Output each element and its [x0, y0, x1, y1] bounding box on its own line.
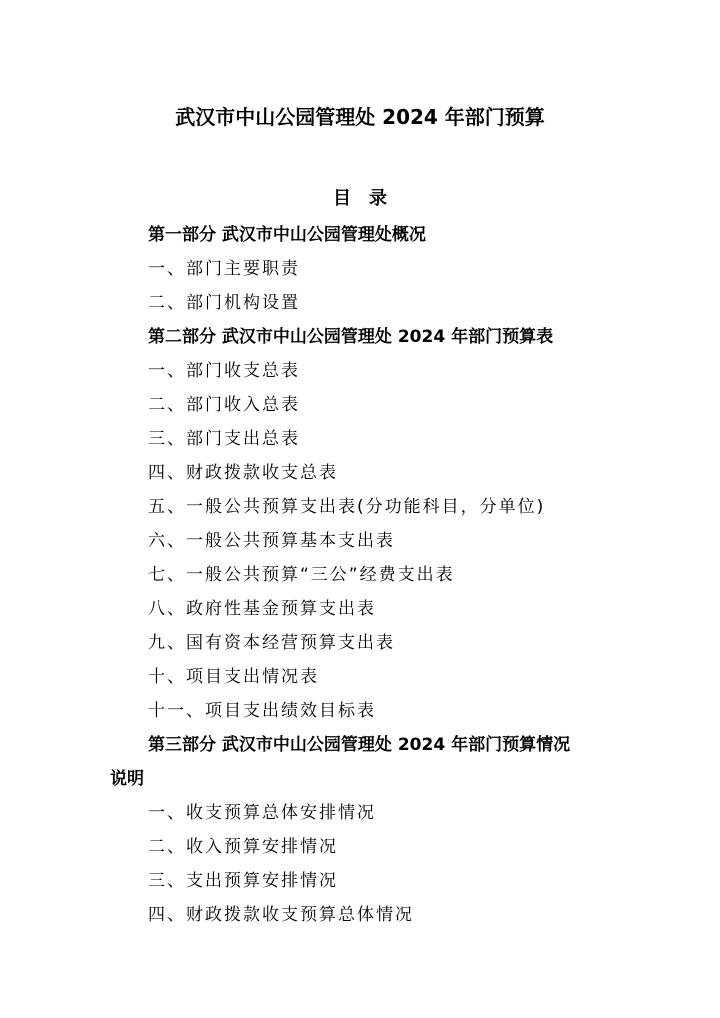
toc-part-1: 第一部分 武汉市中山公园管理处概况 — [148, 225, 426, 245]
toc-item: 四、财政拨款收支总表 — [148, 463, 338, 483]
toc-item: 八、政府性基金预算支出表 — [148, 599, 376, 619]
toc-item: 七、一般公共预算“三公”经费支出表 — [148, 565, 455, 585]
toc-item: 四、财政拨款收支预算总体情况 — [148, 905, 414, 925]
toc-part-2: 第二部分 武汉市中山公园管理处 2024 年部门预算表 — [148, 327, 554, 347]
toc-item: 三、支出预算安排情况 — [148, 871, 338, 891]
toc-heading: 目录 — [333, 188, 405, 209]
toc-part-3-continuation: 说明 — [110, 769, 144, 789]
toc-item: 六、一般公共预算基本支出表 — [148, 531, 395, 551]
toc-item: 二、部门收入总表 — [148, 395, 300, 415]
toc-item: 一、收支预算总体安排情况 — [148, 803, 376, 823]
toc-part-3: 第三部分 武汉市中山公园管理处 2024 年部门预算情况 — [148, 735, 571, 755]
toc-item: 一、部门主要职责 — [148, 259, 300, 279]
toc-item: 一、部门收支总表 — [148, 361, 300, 381]
toc-item: 九、国有资本经营预算支出表 — [148, 633, 395, 653]
table-of-contents — [110, 218, 630, 932]
toc-item: 二、部门机构设置 — [148, 293, 300, 313]
toc-item: 五、一般公共预算支出表(分功能科目，分单位) — [148, 497, 546, 517]
toc-item: 十一、项目支出绩效目标表 — [148, 701, 376, 721]
toc-item: 二、收入预算安排情况 — [148, 837, 338, 857]
toc-item: 三、部门支出总表 — [148, 429, 300, 449]
document-title: 武汉市中山公园管理处 2024 年部门预算 — [175, 105, 545, 129]
toc-item: 十、项目支出情况表 — [148, 667, 319, 687]
